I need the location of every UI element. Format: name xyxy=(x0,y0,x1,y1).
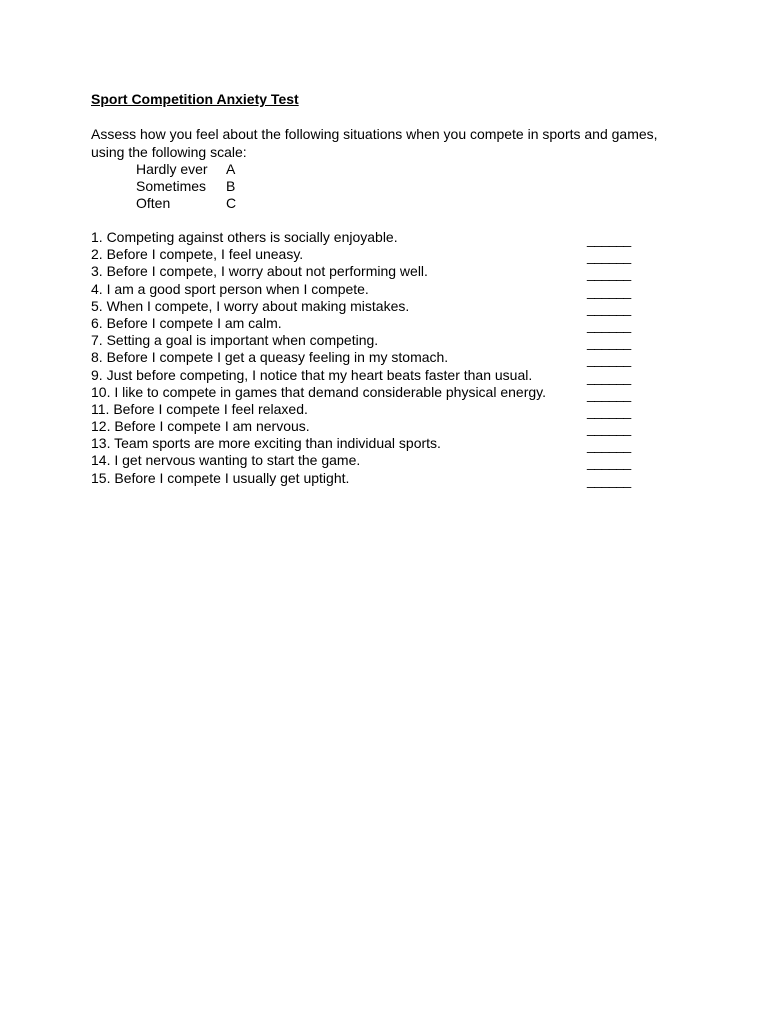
question-text: 5. When I compete, I worry about making mistakes. xyxy=(91,297,410,314)
question-text: 1. Competing against others is socially enjoyable. xyxy=(91,229,398,245)
question-item xyxy=(91,315,651,332)
answer-blank[interactable]: ______ xyxy=(587,385,631,402)
question-text: 9. Just before competing, I notice that my heart beats faster than usual. xyxy=(91,366,533,383)
question-item xyxy=(91,332,651,349)
answer-blank[interactable]: ______ xyxy=(587,420,631,437)
scale-row xyxy=(136,161,236,178)
question-item xyxy=(91,384,651,401)
question-text: 12. Before I compete I am nervous. xyxy=(91,418,310,435)
page-title: Sport Competition Anxiety Test xyxy=(91,91,299,107)
answer-blank[interactable]: ______ xyxy=(587,248,631,265)
question-text: 13. Team sports are more exciting than individual sports. xyxy=(91,435,441,452)
question-text: 4. I am a good sport person when I compete. xyxy=(91,280,369,297)
question-item xyxy=(91,435,651,452)
question-item xyxy=(91,349,651,366)
question-item xyxy=(91,367,651,384)
answer-blank[interactable]: ______ xyxy=(587,402,631,419)
instructions-text: Assess how you feel about the following situations when you compete in sports and games, using the following scale: xyxy=(91,126,658,160)
question-item xyxy=(91,452,651,469)
question-item xyxy=(91,246,651,263)
question-item xyxy=(91,298,651,315)
scale-letter: A xyxy=(226,161,236,177)
question-text: 15. Before I compete I usually get uptight. xyxy=(91,469,350,486)
answer-blank[interactable]: ______ xyxy=(587,368,631,385)
scale-letter: B xyxy=(226,178,236,195)
question-text: 6. Before I compete I am calm. xyxy=(91,314,282,331)
question-text: 8. Before I compete I get a queasy feeling in my stomach. xyxy=(91,349,449,366)
scale-label: Often xyxy=(136,195,171,212)
scale-row xyxy=(136,178,236,195)
question-item xyxy=(91,470,651,487)
answer-blank[interactable]: ______ xyxy=(587,299,631,316)
question-item xyxy=(91,418,651,435)
scale-label: Sometimes xyxy=(136,178,207,195)
answer-blank[interactable]: ______ xyxy=(587,334,631,351)
answer-blank[interactable]: ______ xyxy=(587,231,631,247)
question-item xyxy=(91,401,651,418)
scale-letter: C xyxy=(226,195,237,212)
answer-blank[interactable]: ______ xyxy=(587,437,631,454)
question-text: 3. Before I compete, I worry about not performing well. xyxy=(91,263,428,280)
scale-label: Hardly ever xyxy=(136,161,208,177)
question-item xyxy=(91,281,651,298)
question-list xyxy=(91,229,651,487)
question-item xyxy=(91,263,651,280)
answer-blank[interactable]: ______ xyxy=(587,265,631,282)
answer-blank[interactable]: ______ xyxy=(587,316,631,333)
question-text: 14. I get nervous wanting to start the game. xyxy=(91,452,361,469)
question-text: 7. Setting a goal is important when competing. xyxy=(91,332,379,349)
question-item xyxy=(91,229,651,246)
answer-blank[interactable]: ______ xyxy=(587,282,631,299)
scale-row xyxy=(136,195,236,212)
question-text: 11. Before I compete I feel relaxed. xyxy=(91,400,308,417)
rating-scale xyxy=(136,161,236,213)
question-text: 2. Before I compete, I feel uneasy. xyxy=(91,246,304,263)
answer-blank[interactable]: ______ xyxy=(587,454,631,471)
answer-blank[interactable]: ______ xyxy=(587,471,631,488)
answer-blank[interactable]: ______ xyxy=(587,351,631,368)
question-text: 10. I like to compete in games that demand considerable physical energy. xyxy=(91,383,546,400)
